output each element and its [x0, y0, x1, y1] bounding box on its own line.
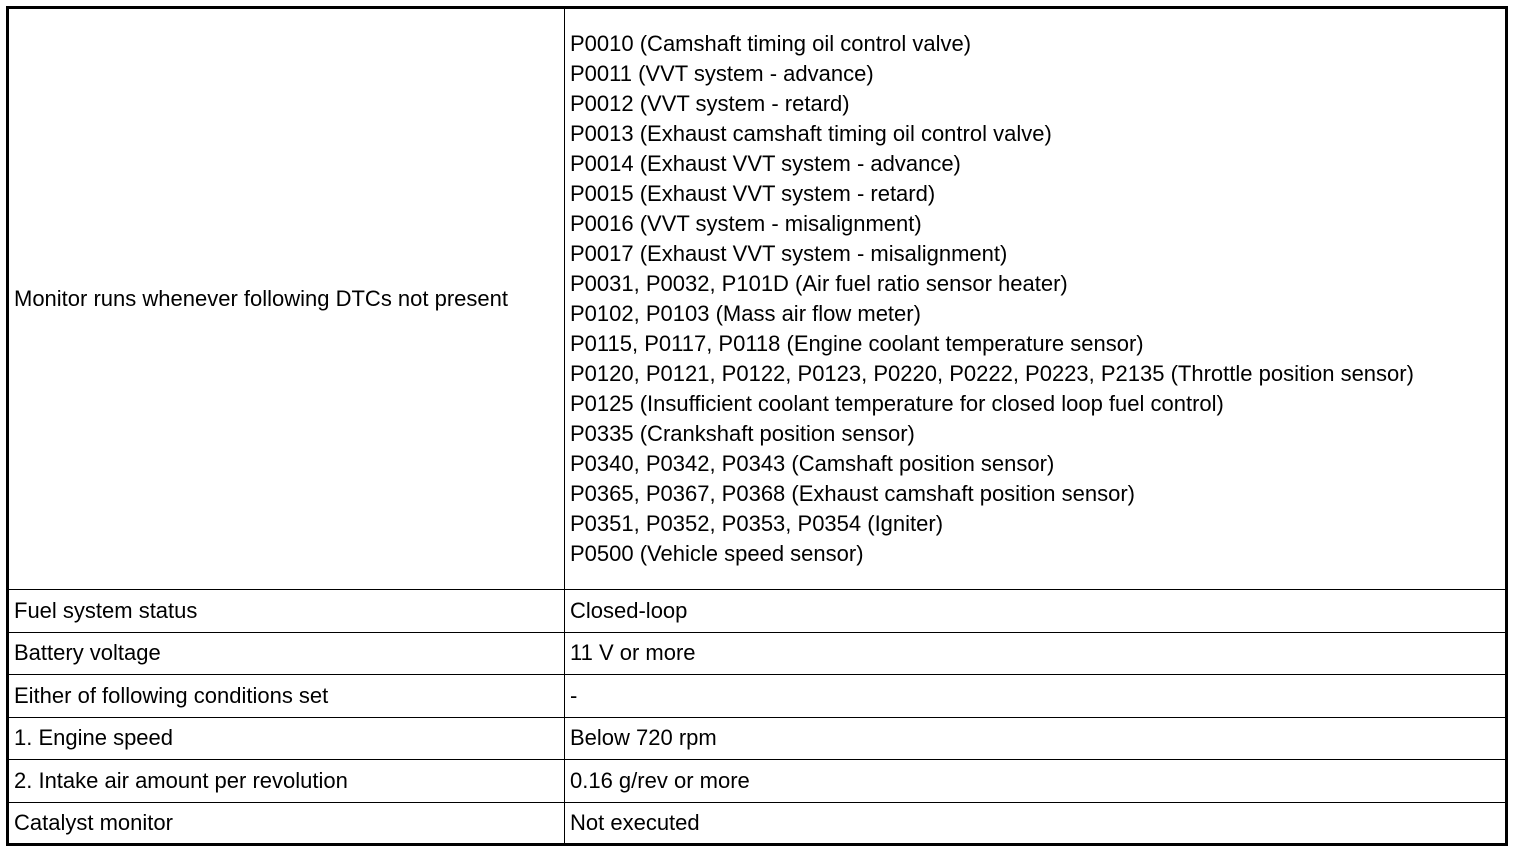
dtc-condition-label: Monitor runs whenever following DTCs not present [8, 8, 565, 590]
dtc-item: P0010 (Camshaft timing oil control valve) [570, 31, 972, 56]
dtc-item: P0351, P0352, P0353, P0354 (Igniter) [570, 511, 944, 536]
dtc-item: P0120, P0121, P0122, P0123, P0220, P0222, P0223, P2135 (Throttle position sensor) [570, 361, 1414, 386]
table-row [8, 590, 1507, 633]
table-row [8, 802, 1507, 845]
dtc-item: P0015 (Exhaust VVT system - retard) [570, 181, 936, 206]
dtc-item: P0012 (VVT system - retard) [570, 91, 850, 116]
dtc-item: P0340, P0342, P0343 (Camshaft position sensor) [570, 451, 1055, 476]
dtc-item: P0011 (VVT system - advance) [570, 61, 874, 86]
dtc-list [565, 8, 1507, 590]
condition-label: Battery voltage [8, 632, 565, 675]
condition-value: Closed-loop [565, 590, 1507, 633]
condition-label: Either of following conditions set [8, 675, 565, 718]
dtc-item: P0115, P0117, P0118 (Engine coolant temperature sensor) [570, 331, 1144, 356]
condition-value: 0.16 g/rev or more [565, 760, 1507, 803]
condition-label: Catalyst monitor [8, 802, 565, 845]
table-row [8, 717, 1507, 760]
condition-label: 1. Engine speed [8, 717, 565, 760]
condition-label: 2. Intake air amount per revolution [8, 760, 565, 803]
dtc-item: P0014 (Exhaust VVT system - advance) [570, 151, 961, 176]
dtc-item: P0013 (Exhaust camshaft timing oil control valve) [570, 121, 1052, 146]
condition-label: Fuel system status [8, 590, 565, 633]
table-row [8, 632, 1507, 675]
condition-value: - [565, 675, 1507, 718]
table-row-dtc-conditions [8, 8, 1507, 590]
dtc-item: P0017 (Exhaust VVT system - misalignment) [570, 241, 1008, 266]
dtc-item: P0016 (VVT system - misalignment) [570, 211, 922, 236]
dtc-item: P0500 (Vehicle speed sensor) [570, 541, 864, 566]
dtc-item: P0031, P0032, P101D (Air fuel ratio sensor heater) [570, 271, 1068, 296]
dtc-item: P0335 (Crankshaft position sensor) [570, 421, 915, 446]
dtc-item: P0125 (Insufficient coolant temperature for closed loop fuel control) [570, 391, 1224, 416]
dtc-item: P0102, P0103 (Mass air flow meter) [570, 301, 921, 326]
dtc-item: P0365, P0367, P0368 (Exhaust camshaft position sensor) [570, 481, 1136, 506]
table-row [8, 760, 1507, 803]
condition-value: Below 720 rpm [565, 717, 1507, 760]
conditions-table [6, 6, 1508, 846]
table-row [8, 675, 1507, 718]
condition-value: Not executed [565, 802, 1507, 845]
condition-value: 11 V or more [565, 632, 1507, 675]
